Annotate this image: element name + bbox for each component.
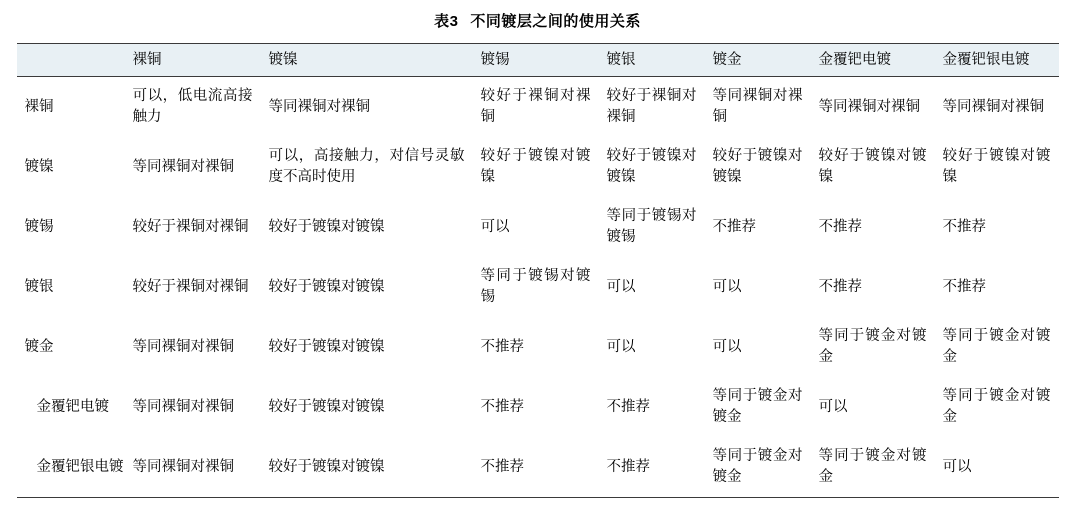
cell-gps-bare-copper: 等同裸铜对裸铜 (125, 437, 261, 498)
cell-tin-bare-copper: 较好于裸铜对裸铜 (132, 218, 249, 235)
cell-tin-silver: 等同于镀锡对镀锡 (606, 208, 697, 246)
column-header-gold-palladium: 金覆钯电镀 (811, 44, 935, 77)
column-header-nickel: 镀镍 (261, 44, 473, 77)
table-row (17, 317, 1059, 377)
cell-gold-gold-palladium: 等同于镀金对镀金 (818, 328, 927, 366)
column-header-tin: 镀锡 (473, 44, 599, 77)
cell-nickel-gold-palladium-silver: 较好于镀镍对镀镍 (942, 148, 1051, 186)
table-body (17, 77, 1059, 498)
cell-gold-nickel: 较好于镀镍对镀镍 (268, 338, 385, 355)
row-header-gold: 镀金 (24, 338, 54, 355)
cell-gold-palladium-gold: 等同于镀金对镀金 (712, 388, 803, 426)
table-row (17, 137, 1059, 197)
cell-gps-tin: 不推荐 (473, 437, 599, 498)
cell-gps-silver: 不推荐 (599, 437, 705, 498)
cell-bare-copper-gold-palladium-silver: 等同裸铜对裸铜 (942, 98, 1044, 115)
table-header-row (17, 44, 1059, 77)
cell-gps-gold-palladium: 等同于镀金对镀金 (811, 437, 935, 498)
table-caption (0, 10, 1075, 31)
cell-silver-tin: 等同于镀锡对镀锡 (480, 268, 591, 306)
cell-nickel-gold: 较好于镀镍对镀镍 (712, 148, 803, 186)
row-header-bare-copper: 裸铜 (24, 98, 54, 115)
cell-gold-palladium-gold-palladium: 可以 (818, 398, 848, 415)
cell-bare-copper-gold-palladium: 等同裸铜对裸铜 (818, 98, 920, 115)
cell-gold-palladium-gold-palladium-silver: 等同于镀金对镀金 (942, 388, 1051, 426)
row-header-gold-palladium: 金覆钯电镀 (36, 398, 109, 415)
cell-tin-gold: 不推荐 (712, 218, 756, 235)
table-row (17, 197, 1059, 257)
cell-silver-gold: 可以 (712, 278, 742, 295)
cell-gps-gold-palladium-silver: 可以 (935, 437, 1059, 498)
cell-tin-gold-palladium: 不推荐 (818, 218, 862, 235)
cell-silver-gold-palladium: 不推荐 (818, 278, 862, 295)
table-row (17, 257, 1059, 317)
cell-nickel-gold-palladium: 较好于镀镍对镀镍 (818, 148, 927, 186)
plating-compatibility-table (17, 43, 1059, 498)
cell-bare-copper-tin: 较好于裸铜对裸铜 (480, 88, 591, 126)
cell-silver-bare-copper: 较好于裸铜对裸铜 (132, 278, 249, 295)
cell-bare-copper-bare-copper: 可以，低电流高接触力 (132, 88, 253, 126)
cell-silver-gold-palladium-silver: 不推荐 (942, 278, 986, 295)
column-header-silver: 镀银 (599, 44, 705, 77)
cell-bare-copper-silver: 较好于裸铜对裸铜 (606, 88, 697, 126)
cell-gold-silver: 可以 (606, 338, 636, 355)
cell-silver-silver: 可以 (606, 278, 636, 295)
cell-gold-palladium-bare-copper: 等同裸铜对裸铜 (132, 398, 234, 415)
cell-gold-bare-copper: 等同裸铜对裸铜 (132, 338, 234, 355)
cell-nickel-bare-copper: 等同裸铜对裸铜 (132, 158, 234, 175)
table-head (17, 44, 1059, 77)
column-header-gold: 镀金 (705, 44, 811, 77)
cell-gps-nickel: 较好于镀镍对镀镍 (261, 437, 473, 498)
cell-bare-copper-gold: 等同裸铜对裸铜 (712, 88, 803, 126)
cell-gold-palladium-nickel: 较好于镀镍对镀镍 (268, 398, 385, 415)
table-caption-title: 不同镀层之间的使用关系 (470, 13, 641, 30)
cell-tin-gold-palladium-silver: 不推荐 (942, 218, 986, 235)
cell-gps-gold: 等同于镀金对镀金 (705, 437, 811, 498)
cell-gold-tin: 不推荐 (480, 338, 524, 355)
table-row (17, 77, 1059, 138)
row-header-tin: 镀锡 (24, 218, 54, 235)
row-header-silver: 镀银 (24, 278, 54, 295)
cell-gold-palladium-tin: 不推荐 (480, 398, 524, 415)
cell-bare-copper-nickel: 等同裸铜对裸铜 (268, 98, 370, 115)
table-corner-header (17, 44, 125, 77)
row-header-nickel: 镀镍 (24, 158, 54, 175)
table-row (17, 437, 1059, 498)
cell-gold-gold-palladium-silver: 等同于镀金对镀金 (942, 328, 1051, 366)
table-caption-number: 表3 (434, 13, 459, 30)
cell-silver-nickel: 较好于镀镍对镀镍 (268, 278, 385, 295)
cell-nickel-tin: 较好于镀镍对镀镍 (480, 148, 591, 186)
column-header-gold-palladium-silver: 金覆钯银电镀 (935, 44, 1059, 77)
cell-gold-gold: 可以 (712, 338, 742, 355)
table-row (17, 377, 1059, 437)
cell-nickel-nickel: 可以，高接触力，对信号灵敏度不高时使用 (268, 148, 465, 186)
document-page (0, 10, 1075, 526)
column-header-bare-copper: 裸铜 (125, 44, 261, 77)
cell-gold-palladium-silver-col: 不推荐 (606, 398, 650, 415)
cell-tin-tin: 可以 (480, 218, 510, 235)
cell-nickel-silver: 较好于镀镍对镀镍 (606, 148, 697, 186)
cell-tin-nickel: 较好于镀镍对镀镍 (268, 218, 385, 235)
row-header-gold-palladium-silver: 金覆钯银电镀 (17, 437, 125, 498)
